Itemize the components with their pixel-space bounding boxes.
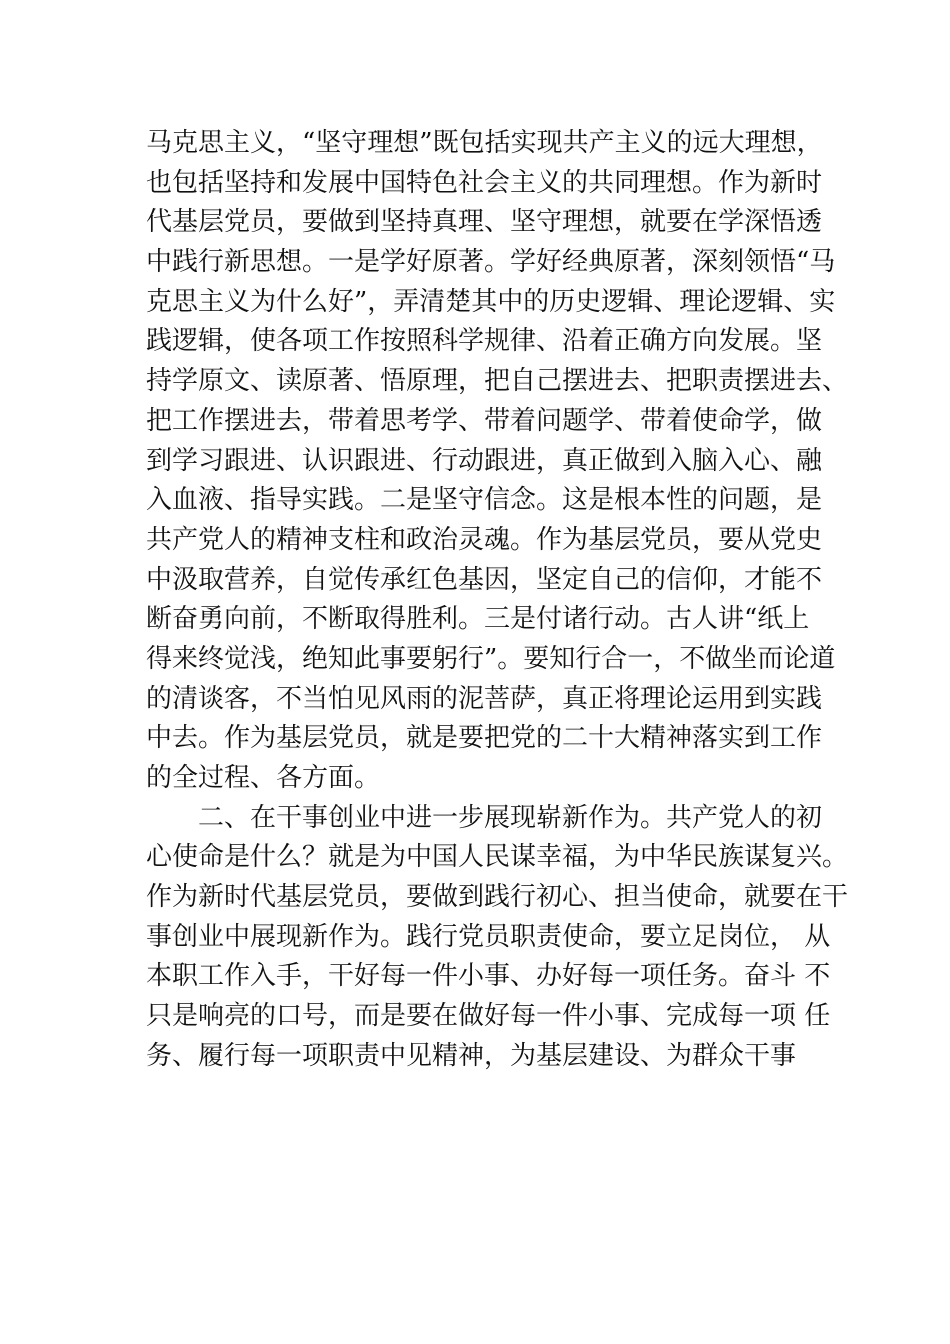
text-line: 事创业中展现新作为。践行党员职责使命，要立足岗位， 从 [146, 921, 831, 952]
section-heading-line: 二、在干事创业中进一步展现崭新作为。共产党人的初 [198, 802, 823, 833]
text-line: 务、履行每一项职责中见精神，为基层建设、为群众干事 [146, 1040, 797, 1071]
text-line: 克思主义为什么好”，弄清楚其中的历史逻辑、理论逻辑、实 [146, 286, 836, 317]
text-line: 断奋勇向前，不断取得胜利。三是付诸行动。古人讲“纸上 [146, 604, 810, 635]
text-line: 作为新时代基层党员，要做到践行初心、担当使命，就要在干 [146, 882, 849, 913]
text-line: 的全过程、各方面。 [146, 763, 381, 793]
text-line: 心使命是什么？就是为中国人民谋幸福，为中华民族谋复兴。 [146, 842, 849, 873]
text-line: 入血液、指导实践。二是坚守信念。这是根本性的问题，是 [146, 485, 823, 516]
text-line: 的清谈客，不当怕见风雨的泥菩萨，真正将理论运用到实践 [146, 683, 823, 714]
text-line: 践逻辑，使各项工作按照科学规律、沿着正确方向发展。坚 [146, 326, 823, 357]
text-line: 代基层党员，要做到坚持真理、坚守理想，就要在学深悟透 [146, 207, 823, 238]
text-line: 也包括坚持和发展中国特色社会主义的共同理想。作为新时 [146, 167, 823, 198]
text-line: 本职工作入手，干好每一件小事、办好每一项任务。奋斗 不 [146, 961, 831, 992]
text-line: 到学习跟进、认识跟进、行动跟进，真正做到入脑入心、融 [146, 445, 823, 476]
document-body-text [146, 124, 849, 1077]
text-line: 中去。作为基层党员，就是要把党的二十大精神落实到工作 [146, 723, 823, 754]
text-line: 把工作摆进去，带着思考学、带着问题学、带着使命学，做 [146, 405, 823, 436]
text-line: 马克思主义，“坚守理想”既包括实现共产主义的远大理想， [146, 128, 823, 158]
text-line: 中汲取营养，自觉传承红色基因，坚定自己的信仰，才能不 [146, 564, 823, 595]
text-line: 中践行新思想。一是学好原著。学好经典原著，深刻领悟“马 [146, 247, 836, 278]
text-line: 持学原文、读原著、悟原理，把自己摆进去、把职责摆进去、 [146, 366, 849, 397]
text-line: 只是响亮的口号，而是要在做好每一件小事、完成每一项 任 [146, 1001, 831, 1032]
text-line: 得来终觉浅，绝知此事要躬行”。要知行合一，不做坐而论道 [146, 643, 836, 674]
text-line: 共产党人的精神支柱和政治灵魂。作为基层党员，要从党史 [146, 524, 823, 555]
